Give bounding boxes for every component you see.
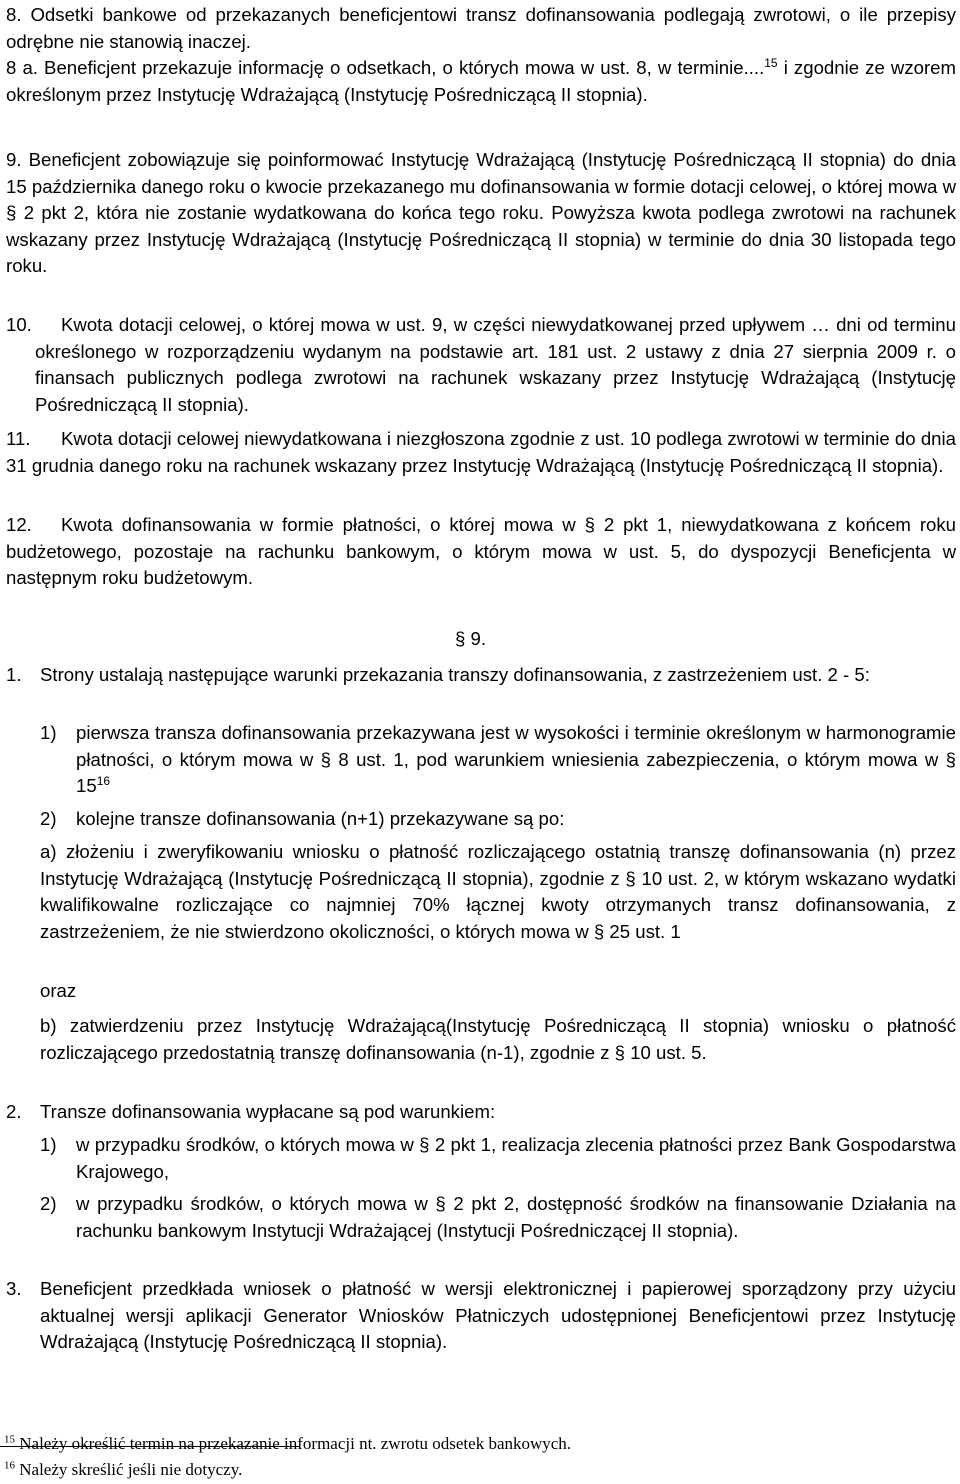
item-1-number: 1. xyxy=(6,664,22,685)
subitem-2-number: 2) xyxy=(40,808,57,829)
subitem-2: kolejne transze dofinansowania (n+1) przekazywane są po: xyxy=(76,808,565,829)
item-3: Beneficjent przedkłada wniosek o płatność w wersji elektronicznej i papierowej sporządzony przy użyciu aktualnej wersji aplikacji Generator Wniosków Płatniczych udostępnionej Beneficjentowi przez Instytucję Wdrażającą (Instytucję Pośredniczącą II stopnia). xyxy=(40,1278,956,1352)
paragraph-11 xyxy=(6,426,956,479)
paragraph-12-text: Kwota dofinansowania w formie płatności, o której mowa w § 2 pkt 1, niewydatkowana z końcem roku budżetowego, pozostaje na rachunku bankowym, o którym mowa w ust. 5, do dyspozycji Beneficjenta w następnym roku budżetowym. xyxy=(6,514,956,588)
condition-1: w przypadku środków, o których mowa w § 2 pkt 1, realizacja zlecenia płatności przez Bank Gospodarstwa Krajowego, xyxy=(76,1134,956,1182)
paragraph-12-number: 12. xyxy=(6,514,32,535)
subitem-1-number: 1) xyxy=(40,722,57,743)
footnote-15-text: Należy określić termin na przekazanie informacji nt. zwrotu odsetek bankowych. xyxy=(19,1434,572,1453)
paragraph-9: 9. Beneficjent zobowiązuje się poinformować Instytucję Wdrażającą (Instytucję Pośredniczącą II stopnia) do dnia 15 października danego roku o kwocie przekazanego mu dofinansowania w formie dotacji celowej, o której mowa w § 2 pkt 2, która nie zostanie wydatkowana do końca tego roku. Powyższa kwota podlega zwrotowi na rachunek wskazany przez Instytucję Wdrażającą (Instytucję Pośredniczącą II stopnia) w terminie do dnia 30 listopada tego roku. xyxy=(6,149,956,276)
footnote-15-number: 15 xyxy=(4,1433,15,1446)
conjunction-oraz: oraz xyxy=(40,980,77,1001)
item-2: Transze dofinansowania wypłacane są pod warunkiem: xyxy=(40,1101,496,1122)
paragraph-10-number: 10. xyxy=(6,314,32,335)
item-1: Strony ustalają następujące warunki przekazania transzy dofinansowania, z zastrzeżeniem ust. 2 - 5: xyxy=(40,664,870,685)
item-3-number: 3. xyxy=(6,1278,22,1299)
condition-2: w przypadku środków, o których mowa w § 2 pkt 2, dostępność środków na finansowanie Działania na rachunku bankowym Instytucji Wdrażającej (Instytucji Pośredniczącej II stopnia). xyxy=(76,1193,956,1241)
subitem-b: b) zatwierdzeniu przez Instytucję Wdrażającą(Instytucję Pośredniczącą II stopnia) wniosku o płatność rozliczającego przedostatnią transzę dofinansowania (n-1), zgodnie z § 10 ust. 5. xyxy=(40,1015,956,1063)
paragraph-10-text: Kwota dotacji celowej, o której mowa w ust. 9, w części niewydatkowanej przed upływem … dni od terminu określonego w rozporządzeniu wydanym na podstawie art. 181 ust. 2 ustawy z dnia 27 sierpnia 2009 r. o finansach publicznych podlega zwrotowi na rachunek wskazany przez Instytucję Wdrażającą (Instytucję Pośredniczącą II stopnia). xyxy=(35,314,956,415)
subitem-1-text: pierwsza transza dofinansowania przekazywana jest w wysokości i terminie określonym w harmonogramie płatności, o którym mowa w § 8 ust. 1, pod warunkiem wniesienia zabezpieczenia, o którym mowa w § 15 xyxy=(76,722,956,796)
footnote-16-text: Należy skreślić jeśli nie dotyczy. xyxy=(19,1460,243,1479)
condition-1-number: 1) xyxy=(40,1134,57,1155)
footnote-16 xyxy=(4,1460,242,1480)
paragraph-11-text: Kwota dotacji celowej niewydatkowana i niezgłoszona zgodnie z ust. 10 podlega zwrotowi w terminie do dnia 31 grudnia danego roku na rachunek wskazany przez Instytucję Wdrażającą (Instytucję Pośredniczącą II stopnia). xyxy=(6,428,956,476)
paragraph-8: 8. Odsetki bankowe od przekazanych beneficjentowi transz dofinansowania podlegają zwrotowi, o ile przepisy odrębne nie stanowią inaczej. xyxy=(6,4,956,52)
item-2-number: 2. xyxy=(6,1101,22,1122)
paragraph-11-number: 11. xyxy=(6,428,31,449)
subitem-a: a) złożeniu i zweryfikowaniu wniosku o płatność rozliczającego ostatnią transzę dofinansowania (n) przez Instytucję Wdrażającą (Instytucję Pośredniczącą II stopnia), zgodnie z § 10 ust. 2, w którym wskazano wydatki kwalifikowalne rozliczające co najmniej 70% łącznej kwoty otrzymanych transz dofinansowania, z zastrzeżeniem, że nie stwierdzono okoliczności, o których mowa w § 25 ust. 1 xyxy=(40,841,956,942)
condition-2-number: 2) xyxy=(40,1193,57,1214)
section-heading: § 9. xyxy=(455,628,487,649)
paragraph-8a-rest: i zgodnie ze wzorem określonym przez Instytucję Wdrażającą (Instytucję Pośredniczącą II stopnia). xyxy=(6,57,956,105)
footnote-16-number: 16 xyxy=(4,1459,15,1472)
paragraph-8a xyxy=(6,55,956,108)
footnote-ref-16: 16 xyxy=(96,773,111,788)
paragraph-10 xyxy=(6,312,956,418)
footnote-ref-15: 15 xyxy=(764,55,778,70)
paragraph-12 xyxy=(6,512,956,592)
footnote-15 xyxy=(4,1434,571,1454)
subitem-1 xyxy=(76,720,956,800)
paragraph-8a-text: 8 a. Beneficjent przekazuje informację o odsetkach, o których mowa w ust. 8, w terminie.... xyxy=(6,57,765,78)
